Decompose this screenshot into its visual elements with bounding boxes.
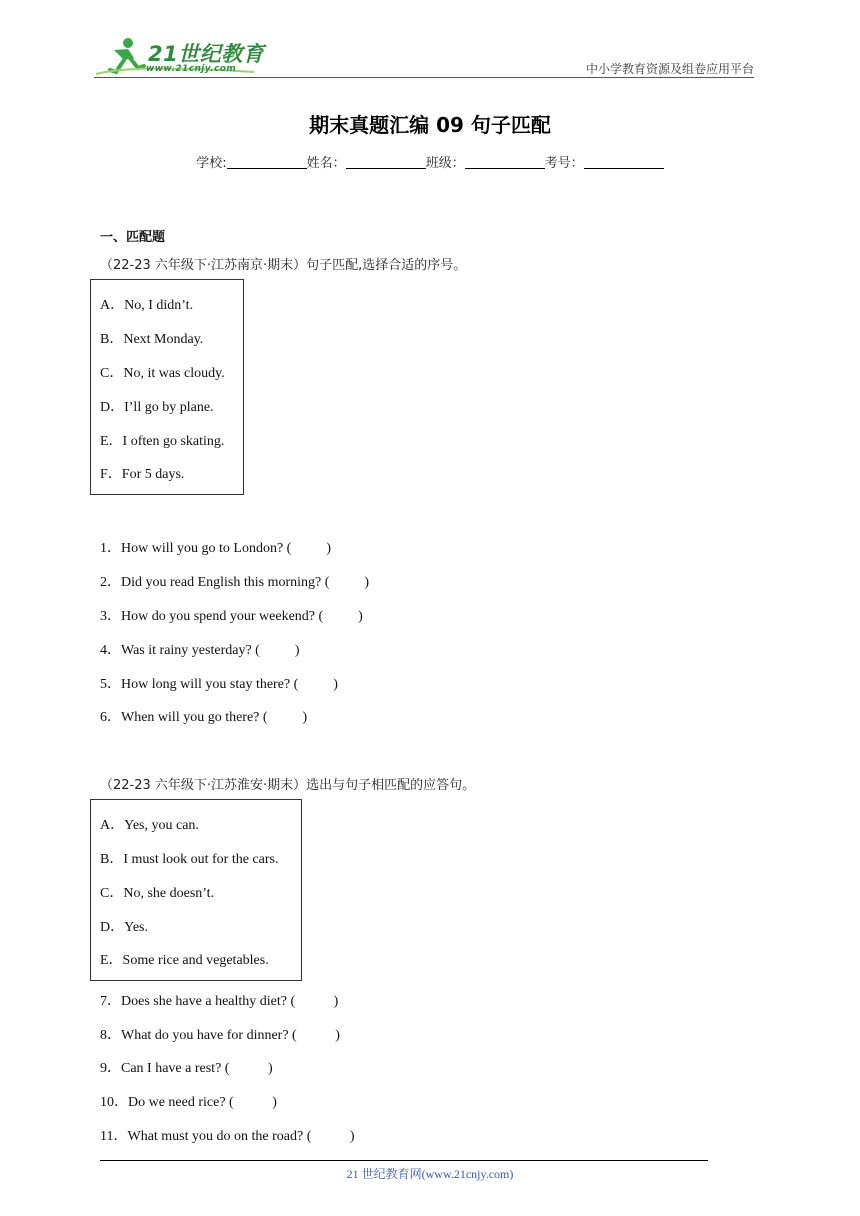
group1-intro: （22-23 六年级下·江苏南京·期末）句子匹配,选择合适的序号。 bbox=[100, 258, 467, 273]
option: D．Yes. bbox=[100, 920, 148, 935]
question: 2．Did you read English this morning? ( ) bbox=[100, 575, 370, 590]
class-label: 班级： bbox=[425, 156, 465, 171]
name-label: 姓名： bbox=[306, 156, 346, 171]
logo-text: 21世纪教育 bbox=[148, 42, 265, 66]
option: E．I often go skating. bbox=[100, 434, 225, 449]
question: 9．Can I have a rest? ( ) bbox=[100, 1061, 273, 1076]
question: 7．Does she have a healthy diet? ( ) bbox=[100, 994, 339, 1009]
question: 3．How do you spend your weekend? ( ) bbox=[100, 609, 363, 624]
footer-divider bbox=[100, 1160, 708, 1161]
option: C．No, it was cloudy. bbox=[100, 366, 225, 381]
option: A．Yes, you can. bbox=[100, 818, 199, 833]
option: B．Next Monday. bbox=[100, 332, 204, 347]
class-blank[interactable] bbox=[465, 155, 545, 169]
question: 1．How will you go to London? ( ) bbox=[100, 541, 331, 556]
question: 8．What do you have for dinner? ( ) bbox=[100, 1028, 340, 1043]
school-blank[interactable] bbox=[227, 155, 307, 169]
question: 11．What must you do on the road? ( ) bbox=[100, 1129, 355, 1144]
option: A．No, I didn’t. bbox=[100, 298, 194, 313]
school-label: 学校: bbox=[196, 156, 227, 171]
page-title: 期末真题汇编 09 句子匹配 bbox=[309, 113, 551, 137]
option: D．I’ll go by plane. bbox=[100, 400, 214, 415]
option: E．Some rice and vegetables. bbox=[100, 953, 269, 968]
exam-no-blank[interactable] bbox=[584, 155, 664, 169]
logo-url: www.21cnjy.com bbox=[146, 64, 237, 74]
option: C．No, she doesn’t. bbox=[100, 886, 215, 901]
question: 5．How long will you stay there? ( ) bbox=[100, 677, 338, 692]
option: F．For 5 days. bbox=[100, 467, 185, 482]
group2-intro: （22-23 六年级下·江苏淮安·期末）选出与句子相匹配的应答句。 bbox=[100, 778, 476, 793]
footer-link[interactable]: 21 世纪教育网(www.21cnjy.com) bbox=[346, 1167, 514, 1181]
question: 4．Was it rainy yesterday? ( ) bbox=[100, 643, 300, 658]
header-divider bbox=[94, 77, 754, 78]
option: B．I must look out for the cars. bbox=[100, 852, 279, 867]
section-title: 一、匹配题 bbox=[100, 230, 166, 245]
exam-no-label: 考号： bbox=[544, 156, 584, 171]
question: 6．When will you go there? ( ) bbox=[100, 710, 308, 725]
question: 10．Do we need rice? ( ) bbox=[100, 1095, 277, 1110]
name-blank[interactable] bbox=[346, 155, 426, 169]
student-info-line bbox=[0, 152, 860, 171]
header-platform-text: 中小学教育资源及组卷应用平台 bbox=[585, 62, 754, 76]
